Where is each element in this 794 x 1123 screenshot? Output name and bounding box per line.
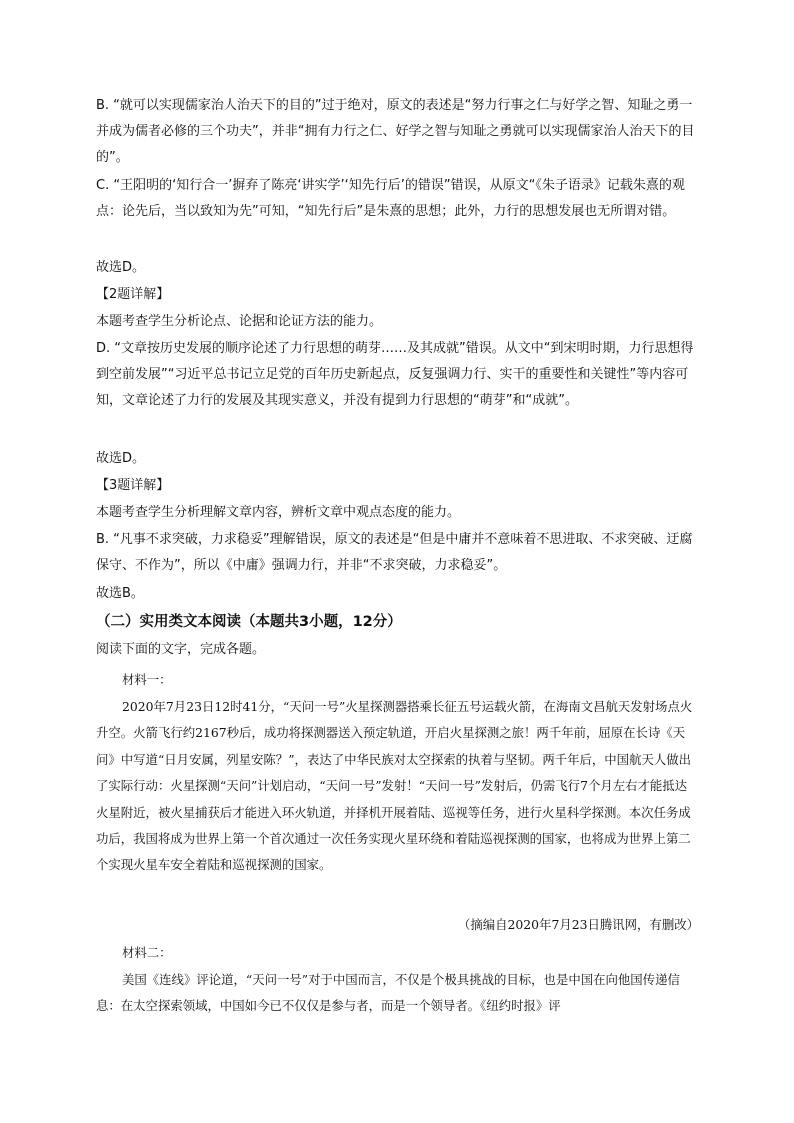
intro-question-2: 本题考查学生分析论点、论据和论证方法的能力。 — [96, 314, 383, 329]
heading-question-2: 【2题详解】 — [96, 287, 170, 302]
reading-instruction: 阅读下面的文字，完成各题。 — [96, 642, 266, 657]
answer-b3-paragraph: B. “凡事不求突破，力求稳妥”理解错误，原文的表述是“但是中庸并不意味着不思进取、不求突破、迂腐保守、不作为”，所以《中庸》强调力行，并非“不求突破，力求稳妥”。 — [96, 532, 693, 574]
choice-line-2: 故选D。 — [96, 451, 146, 466]
intro-question-3: 本题考查学生分析理解文章内容，辨析文章中观点态度的能力。 — [96, 505, 461, 520]
heading-question-3: 【3题详解】 — [96, 478, 170, 493]
material-1-label: 材料一： — [122, 672, 172, 687]
answer-d-paragraph: D. “文章按历史发展的顺序论述了力行思想的萌芽……及其成就”错误。从文中“到宋明时期，力行思想得到空前发展”“习近平总书记立足党的百年历史新起点，反复强调力行、实干的重要性和关键性”等内容可知，文章论述了力行的发展及其现实意义，并没有提到力行思想的“萌芽”和“成就”。 — [96, 341, 694, 409]
material-1-source: （摘编自2020年7月23日腾讯网，有删改） — [457, 917, 699, 932]
material-1-text: 2020年7月23日12时41分，“天问一号”火星探测器搭乘长征五号运载火箭，在海南文昌航天发射场点火升空。火箭飞行约2167秒后，成功将探测器送入预定轨道，开启火星探测之旅！两千年前，屈原在长诗《天问》中写道“日月安属，列星安陈？”，表达了中华民族对太空探索的执着与坚韧。两千年后，中国航天人做出了实际行动：火星探测“天问”计划启动，“天问一号”发射！“天问一号”发射后，仍需飞行7个月左右才能抵达火星附近，被火星捕获后才能进入环火轨道，并择机开展着陆、巡视等任务，进行火星科学探测。本次任务成功后，我国将成为世界上第一个首次通过一次任务实现火星环绕和着陆巡视探测的国家，也将成为世界上第二个实现火星车安全着陆和巡视探测的国家。 — [96, 699, 693, 873]
choice-line-3: 故选B。 — [96, 586, 144, 601]
answer-b-paragraph: B. “就可以实现儒家治人治天下的目的”过于绝对，原文的表述是“努力行事之仁与好学之智、知耻之勇一并成为儒者必修的三个功夫”，并非“拥有力行之仁、好学之智与知耻之勇就可以实现儒家治人治天下的目的”。 — [96, 98, 695, 166]
material-2-text: 美国《连线》评论道，“天问一号”对于中国而言，不仅是个极具挑战的目标，也是中国在向他国传递信息：在太空探索领域，中国如今已不仅仅是参与者，而是一个领导者。《纽约时报》评 — [96, 972, 680, 1014]
section-title: （二）实用类文本阅读（本题共3小题，12分） — [96, 614, 402, 630]
material-2-label: 材料二： — [122, 945, 172, 960]
answer-c-paragraph: C. “王阳明的‘知行合一’摒弃了陈亮‘讲实学’‘知先行后’的错误”错误，从原文“《朱子语录》记载朱熹的观点：论先后，当以致知为先”可知，“知先行后”是朱熹的思想；此外，力行的思想发展也无所谓对错。 — [96, 178, 685, 220]
choice-line-1: 故选D。 — [96, 260, 146, 275]
